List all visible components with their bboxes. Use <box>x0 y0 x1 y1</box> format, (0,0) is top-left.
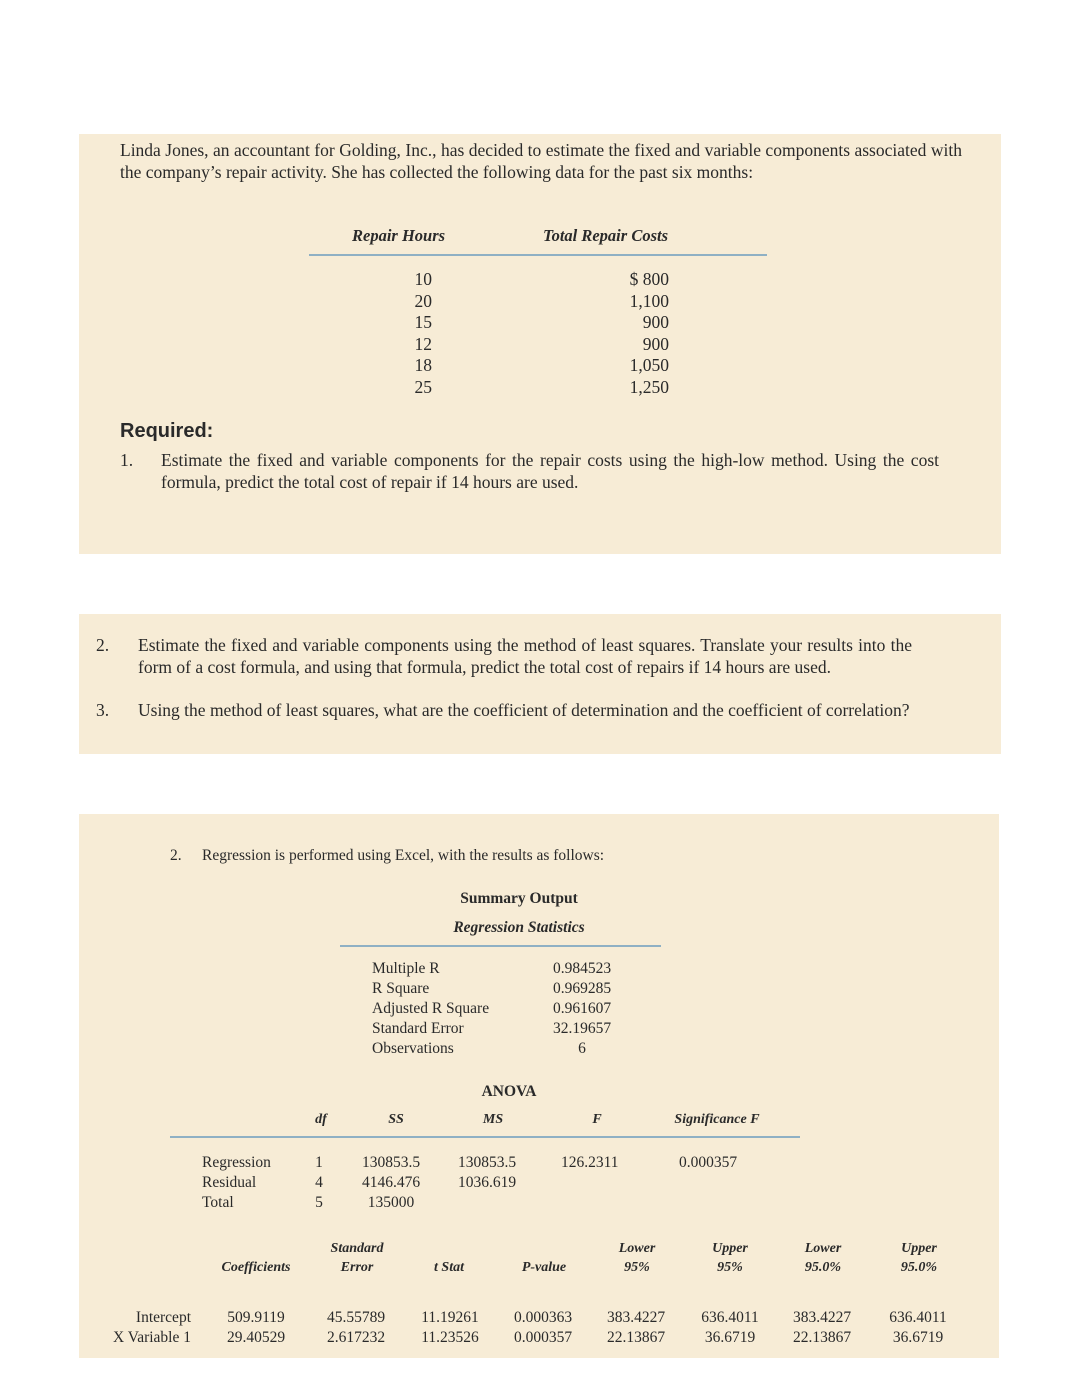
stat-value: 0.969285 <box>552 980 612 997</box>
solution-panel <box>79 814 999 1358</box>
anova-header-ss: SS <box>388 1112 404 1127</box>
coef-header-standard-error: Standard Error <box>330 1241 384 1275</box>
anova-ms-column <box>458 1153 516 1193</box>
anova-rule <box>170 1136 800 1138</box>
anova-row-labels <box>202 1153 271 1213</box>
coef-column-lower-95-0 <box>783 1308 861 1348</box>
coef-header-upper-95-0: Upper 95.0% <box>900 1241 938 1275</box>
anova-row-label: Residual <box>202 1174 257 1191</box>
stats-values <box>542 959 622 1059</box>
coef-cell: 509.9119 <box>227 1309 285 1326</box>
coef-header-upper-95: Upper 95% <box>712 1241 748 1275</box>
anova-df-cell: 4 <box>315 1174 323 1191</box>
anova-ms-cell: 1036.619 <box>458 1174 517 1191</box>
hours-cell: 25 <box>414 376 432 397</box>
coef-cell: 22.13867 <box>606 1329 666 1346</box>
hours-cell: 10 <box>414 269 432 289</box>
stats-rule <box>340 945 661 947</box>
coef-cell: 636.4011 <box>889 1309 947 1326</box>
stat-label: R Square <box>372 980 430 997</box>
anova-ss-column <box>351 1153 431 1213</box>
header-repair-hours: Repair Hours <box>352 226 446 245</box>
coef-cell: 0.000357 <box>513 1329 573 1346</box>
coef-column-lower-95 <box>597 1308 675 1348</box>
coef-header-p-value: P-value <box>521 1260 567 1275</box>
table-header-rule <box>309 254 767 256</box>
anova-header-f: F <box>592 1112 602 1127</box>
anova-row-label: Total <box>202 1194 234 1211</box>
question-number: 2. <box>96 635 110 655</box>
anova-ms-cell: 130853.5 <box>458 1154 517 1171</box>
question-3-text: Using the method of least squares, what are the coefficient of determination and the coefficient of correlation? <box>138 700 910 720</box>
stat-value: 0.984523 <box>552 960 612 977</box>
coef-cell: 0.000363 <box>513 1309 573 1326</box>
cost-cell: 1,050 <box>629 355 669 375</box>
anova-header-df: df <box>315 1112 327 1127</box>
coef-cell: 636.4011 <box>701 1309 759 1326</box>
question-number: 3. <box>96 700 110 720</box>
stat-label: Observations <box>372 1040 454 1057</box>
coef-cell: 29.40529 <box>226 1329 286 1346</box>
coef-cell: 11.23526 <box>421 1329 479 1346</box>
anova-df-column <box>309 1153 329 1213</box>
question-1-text: Estimate the fixed and variable components for the repair costs using the high-low method. Using the cost formula, predict the total cost of repair if 14 hours are used. <box>161 450 939 492</box>
anova-f-cell: 126.2311 <box>561 1154 619 1171</box>
cost-cell: 900 <box>642 333 669 354</box>
anova-header-ms: MS <box>482 1112 504 1127</box>
anova-df-cell: 1 <box>315 1154 323 1171</box>
question-2-text: Estimate the fixed and variable components using the method of least squares. Translate your results into the form of a cost formula, and using that formula, predict the total cost of repairs if 14 hours are used. <box>138 635 912 677</box>
coef-column-p-value <box>504 1308 582 1348</box>
questions-panel <box>79 614 1001 754</box>
coef-header-t-stat: t Stat <box>434 1260 464 1275</box>
coef-cell: 2.617232 <box>326 1329 386 1346</box>
anova-df-cell: 5 <box>315 1194 323 1211</box>
costs-column <box>579 269 669 398</box>
cost-cell: 900 <box>642 312 669 332</box>
stat-value: 0.961607 <box>552 1000 612 1017</box>
anova-title: ANOVA <box>481 1083 537 1100</box>
cost-cell: 1,250 <box>629 376 669 397</box>
hours-column <box>390 269 432 398</box>
cost-cell: 1,100 <box>629 290 669 311</box>
anova-sig-cell: 0.000357 <box>679 1154 738 1171</box>
hours-cell: 20 <box>414 290 432 311</box>
header-total-repair-costs: Total Repair Costs <box>543 226 668 245</box>
coef-cell: 383.4227 <box>606 1309 666 1326</box>
question-number: 1. <box>120 450 134 470</box>
anova-row-label: Regression <box>202 1154 271 1171</box>
stat-value: 6 <box>578 1040 586 1057</box>
coef-row-label: Intercept <box>135 1309 191 1326</box>
solution-intro-text: Regression is performed using Excel, with the results as follows: <box>202 847 605 864</box>
coef-header-coefficients: Coefficients <box>221 1260 291 1275</box>
coef-column-upper-95 <box>691 1308 769 1348</box>
coef-header-lower-95-0: Lower 95.0% <box>804 1241 842 1275</box>
stat-label: Adjusted R Square <box>372 1000 490 1017</box>
coef-cell: 36.6719 <box>892 1329 944 1346</box>
coef-column-standard-error <box>317 1308 395 1348</box>
anova-ss-cell: 4146.476 <box>361 1174 421 1191</box>
coef-cell: 11.19261 <box>421 1309 479 1326</box>
regression-statistics-title: Regression Statistics <box>453 919 585 936</box>
problem-panel <box>79 134 1001 554</box>
solution-intro-number: 2. <box>170 847 182 864</box>
coef-cell: 36.6719 <box>704 1329 756 1346</box>
cost-cell: $ 800 <box>629 269 669 289</box>
coef-cell: 383.4227 <box>792 1309 852 1326</box>
coef-header-lower-95: Lower 95% <box>618 1241 656 1275</box>
coef-column-upper-95-0 <box>877 1308 959 1348</box>
coef-row-labels <box>79 1308 191 1348</box>
summary-output-title: Summary Output <box>460 890 578 907</box>
coef-column-coefficients <box>217 1308 295 1348</box>
hours-cell: 18 <box>414 355 432 375</box>
coef-cell: 22.13867 <box>792 1329 852 1346</box>
coef-cell: 45.55789 <box>326 1309 386 1326</box>
anova-header-significance-f: Significance F <box>674 1112 760 1127</box>
anova-ss-cell: 130853.5 <box>361 1154 421 1171</box>
required-heading: Required: <box>120 420 214 442</box>
coef-column-t-stat <box>411 1308 489 1348</box>
hours-cell: 15 <box>414 312 432 332</box>
hours-cell: 12 <box>414 333 432 354</box>
stats-labels <box>372 959 489 1059</box>
anova-ss-cell: 135000 <box>367 1194 415 1211</box>
stat-label: Standard Error <box>372 1020 464 1037</box>
stat-label: Multiple R <box>372 960 440 977</box>
problem-intro: Linda Jones, an accountant for Golding, Inc., has decided to estimate the fixed and variable components associated with the company’s repair activity. She has collected the following data for the past six months: <box>120 140 962 182</box>
stat-value: 32.19657 <box>552 1020 612 1037</box>
coef-row-label: X Variable 1 <box>112 1329 191 1346</box>
